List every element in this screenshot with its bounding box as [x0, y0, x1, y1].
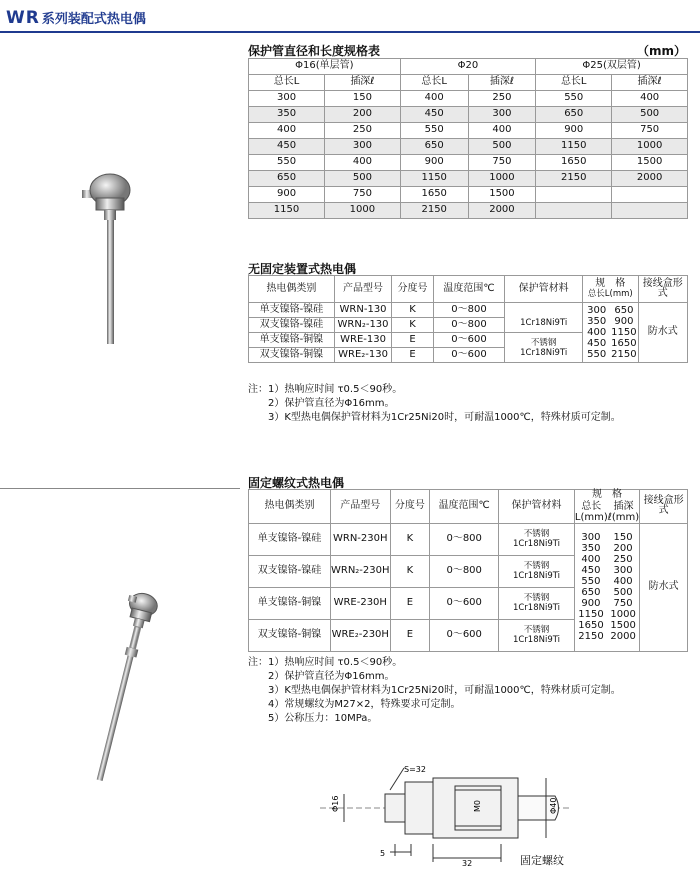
table-cell	[612, 187, 688, 203]
group-header: Φ25(双层管)	[536, 59, 688, 75]
spec-value: 200	[613, 543, 633, 554]
col-header: 插深ℓ	[468, 75, 536, 91]
table-cell: 1500	[468, 187, 536, 203]
col-header	[574, 490, 639, 524]
spec-value: 2000	[610, 631, 636, 642]
col-header: 保护管材料	[499, 490, 575, 524]
table-cell: 550	[536, 91, 612, 107]
table-cell: 250	[325, 123, 401, 139]
col-header: 总长L	[249, 75, 325, 91]
spec-header: 规 格	[592, 489, 623, 500]
table-cell: 2150	[536, 171, 612, 187]
spec-value: 400	[581, 554, 601, 565]
table-cell: 1500	[612, 155, 688, 171]
col-header: 热电偶类别	[249, 490, 331, 524]
table-cell: 900	[400, 155, 468, 171]
temp-cell: 0～600	[433, 348, 505, 363]
table-cell: 1000	[612, 139, 688, 155]
grad-cell: K	[392, 318, 433, 333]
spec-value: 350	[587, 316, 607, 327]
box-cell: 防水式	[638, 303, 687, 363]
table2-notes	[248, 383, 621, 425]
thermocouple-photo-1	[70, 168, 150, 348]
table-cell: 200	[325, 107, 401, 123]
page-header	[6, 8, 146, 28]
grad-cell: E	[390, 619, 430, 651]
model-cell: WRN₂-130	[334, 318, 392, 333]
diameter-length-table	[248, 58, 688, 219]
col-header: 温度范围℃	[430, 490, 499, 524]
spec-value: 1650	[611, 338, 637, 349]
table-cell	[536, 187, 612, 203]
col-header: 接线盒形 式	[640, 490, 688, 524]
spec-value: 1650	[578, 620, 604, 631]
table-cell: 1150	[536, 139, 612, 155]
note-line: 2）保护管直径为Φ16mm。	[248, 671, 395, 682]
col-header: 插深ℓ	[325, 75, 401, 91]
material-cell: 不锈钢 1Cr18Ni9Ti	[499, 587, 575, 619]
table3-notes	[248, 656, 621, 726]
spec-value: 550	[581, 576, 601, 587]
material-line: 1Cr18Ni9Ti	[520, 317, 568, 328]
thermocouple-photo-2	[60, 590, 180, 790]
type-cell: 单支镍铬-铜镍	[249, 333, 335, 348]
table-row	[249, 139, 688, 155]
temp-cell: 0～600	[433, 333, 505, 348]
grad-cell: E	[392, 348, 433, 363]
temp-cell: 0～800	[430, 555, 499, 587]
table-row	[249, 187, 688, 203]
table-cell: 900	[249, 187, 325, 203]
model-cell: WRE₂-130	[334, 348, 392, 363]
col-header	[583, 276, 639, 303]
table-cell: 900	[536, 123, 612, 139]
table-cell: 500	[612, 107, 688, 123]
model-cell: WRE-230H	[330, 587, 390, 619]
table-cell: 450	[249, 139, 325, 155]
spec-subheaders	[575, 501, 639, 523]
grad-cell: K	[392, 303, 433, 318]
table-cell: 750	[468, 155, 536, 171]
col-header: 热电偶类别	[249, 276, 335, 303]
table-cell: 500	[325, 171, 401, 187]
grad-cell: E	[390, 587, 430, 619]
table1-unit: （mm）	[636, 44, 686, 58]
model-cell: WRE-130	[334, 333, 392, 348]
type-cell: 双支镍铬-铜镍	[249, 619, 331, 651]
spec-value: 500	[613, 587, 633, 598]
grad-cell: K	[390, 523, 430, 555]
spec-value: 650	[614, 305, 634, 316]
spec-value: 1150	[611, 327, 637, 338]
phi16-label: Φ16	[331, 795, 340, 812]
table-cell	[612, 203, 688, 219]
material-line	[505, 308, 582, 318]
table-cell: 400	[325, 155, 401, 171]
col-header: 总长L	[536, 75, 612, 91]
table-cell: 550	[249, 155, 325, 171]
type-cell: 双支镍铬-镍硅	[249, 318, 335, 333]
spec-header: 规 格	[595, 277, 626, 289]
spec-grid	[583, 305, 638, 360]
spec-value: 400	[587, 327, 607, 338]
temp-cell: 0～800	[433, 318, 505, 333]
table-cell: 400	[612, 91, 688, 107]
material-cell: 不锈钢 1Cr18Ni9Ti	[499, 523, 575, 555]
spec-value: 450	[581, 565, 601, 576]
table-cell: 1150	[400, 171, 468, 187]
spec-value: 300	[587, 305, 607, 316]
spec-value: 450	[587, 338, 607, 349]
note-line: 2）保护管直径为Φ16mm。	[248, 398, 395, 409]
group-header: Φ20	[400, 59, 535, 75]
table-cell: 650	[249, 171, 325, 187]
model-cell: WRN-130	[334, 303, 392, 318]
drawing-caption: 固定螺纹	[520, 854, 564, 867]
table-cell: 550	[400, 123, 468, 139]
spec-value: 150	[613, 532, 633, 543]
table-cell: 350	[249, 107, 325, 123]
table1-body	[249, 91, 688, 219]
table-cell: 1150	[249, 203, 325, 219]
table-cell: 1000	[325, 203, 401, 219]
table-cell: 2000	[468, 203, 536, 219]
model-cell: WRN-230H	[330, 523, 390, 555]
table-cell: 400	[400, 91, 468, 107]
table-cell: 250	[468, 91, 536, 107]
note-line: 3）K型热电偶保护管材料为1Cr25Ni20时，可耐温1000℃，特殊材质可定制。	[248, 685, 621, 696]
temp-cell: 0～800	[430, 523, 499, 555]
table-row	[249, 123, 688, 139]
spec-value: 1500	[610, 620, 636, 631]
table-cell: 1650	[400, 187, 468, 203]
spec-value: 650	[581, 587, 601, 598]
spec-cell	[574, 523, 639, 651]
table-cell: 400	[468, 123, 536, 139]
table-cell: 750	[612, 123, 688, 139]
spec-cell	[583, 303, 639, 363]
table-cell	[536, 203, 612, 219]
table-cell: 300	[325, 139, 401, 155]
material-cell: 不锈钢 1Cr18Ni9Ti	[505, 333, 583, 363]
note-line: 5）公称压力：10MPa。	[248, 713, 378, 724]
section-divider	[0, 488, 240, 489]
spec-value: 300	[613, 565, 633, 576]
table-cell: 650	[400, 139, 468, 155]
table-row	[249, 171, 688, 187]
spec-value: 900	[581, 598, 601, 609]
threaded-thermocouple-table	[248, 489, 694, 652]
col-header: 保护管材料	[505, 276, 583, 303]
type-cell: 单支镍铬-镍硅	[249, 523, 331, 555]
col-header: 产品型号	[330, 490, 390, 524]
table-cell: 300	[468, 107, 536, 123]
type-cell: 双支镍铬-铜镍	[249, 348, 335, 363]
s-label: S=32	[404, 765, 426, 774]
spec-subheader: 总长L(mm)	[587, 289, 633, 300]
spec-value: 900	[614, 316, 634, 327]
spec-subheader: 插深ℓ(mm)	[607, 500, 640, 523]
spec-value: 550	[587, 349, 607, 360]
table-cell: 2150	[400, 203, 468, 219]
table-cell: 150	[325, 91, 401, 107]
note-line: 注：1）热响应时间 τ0.5＜90秒。	[248, 657, 403, 668]
spec-value: 400	[613, 576, 633, 587]
spec-subheader: 总长L(mm)	[574, 500, 608, 523]
no-fixture-thermocouple-table	[248, 275, 693, 363]
table1-title: 保护管直径和长度规格表	[248, 44, 381, 58]
spec-value: 1150	[578, 609, 604, 620]
phi40-label: Φ40	[549, 797, 558, 814]
table-cell: 300	[249, 91, 325, 107]
note-line: 注：1）热响应时间 τ0.5＜90秒。	[248, 384, 403, 395]
table-row	[249, 91, 688, 107]
table-row	[249, 203, 688, 219]
header-rule	[0, 31, 700, 33]
temp-cell: 0～800	[433, 303, 505, 318]
table-cell: 450	[400, 107, 468, 123]
table-cell: 500	[468, 139, 536, 155]
grad-cell: K	[390, 555, 430, 587]
table2-title: 无固定装置式热电偶	[248, 262, 357, 276]
spec-grid	[575, 532, 639, 642]
dim5-label: 5	[380, 849, 386, 858]
table-cell: 1650	[536, 155, 612, 171]
temp-cell: 0～600	[430, 587, 499, 619]
table-cell: 750	[325, 187, 401, 203]
col-header: 产品型号	[334, 276, 392, 303]
table-cell: 650	[536, 107, 612, 123]
col-header: 接线盒形 式	[638, 276, 687, 303]
col-header: 插深ℓ	[612, 75, 688, 91]
spec-value: 1000	[610, 609, 636, 620]
m-label: M0	[473, 800, 482, 812]
box-cell: 防水式	[640, 523, 688, 651]
note-line: 3）K型热电偶保护管材料为1Cr25Ni20时，可耐温1000℃，特殊材质可定制。	[248, 412, 621, 423]
brand-code: WR	[6, 8, 40, 28]
table-cell: 2000	[612, 171, 688, 187]
table-row	[249, 107, 688, 123]
col-header: 分度号	[390, 490, 430, 524]
note-line: 4）常规螺纹为M27×2，特殊要求可定制。	[248, 699, 461, 710]
col-header: 总长L	[400, 75, 468, 91]
table-cell: 1000	[468, 171, 536, 187]
col-header: 分度号	[392, 276, 433, 303]
table-row	[249, 155, 688, 171]
spec-value: 250	[613, 554, 633, 565]
material-cell	[505, 303, 583, 333]
table3-title: 固定螺纹式热电偶	[248, 476, 345, 490]
type-cell: 单支镍铬-镍硅	[249, 303, 335, 318]
group-header: Φ16(单层管)	[249, 59, 401, 75]
spec-value: 350	[581, 543, 601, 554]
spec-value: 2150	[611, 349, 637, 360]
model-cell: WRN₂-230H	[330, 555, 390, 587]
type-cell: 单支镍铬-铜镍	[249, 587, 331, 619]
col-header: 温度范围℃	[433, 276, 505, 303]
dim32-label: 32	[462, 859, 473, 868]
material-cell: 不锈钢 1Cr18Ni9Ti	[499, 619, 575, 651]
spec-value: 750	[613, 598, 633, 609]
grad-cell: E	[392, 333, 433, 348]
series-title: 系列装配式热电偶	[41, 12, 146, 27]
temp-cell: 0～600	[430, 619, 499, 651]
model-cell: WRE₂-230H	[330, 619, 390, 651]
material-cell: 不锈钢 1Cr18Ni9Ti	[499, 555, 575, 587]
type-cell: 双支镍铬-镍硅	[249, 555, 331, 587]
table-cell: 400	[249, 123, 325, 139]
spec-value: 300	[581, 532, 601, 543]
spec-value: 2150	[578, 631, 604, 642]
